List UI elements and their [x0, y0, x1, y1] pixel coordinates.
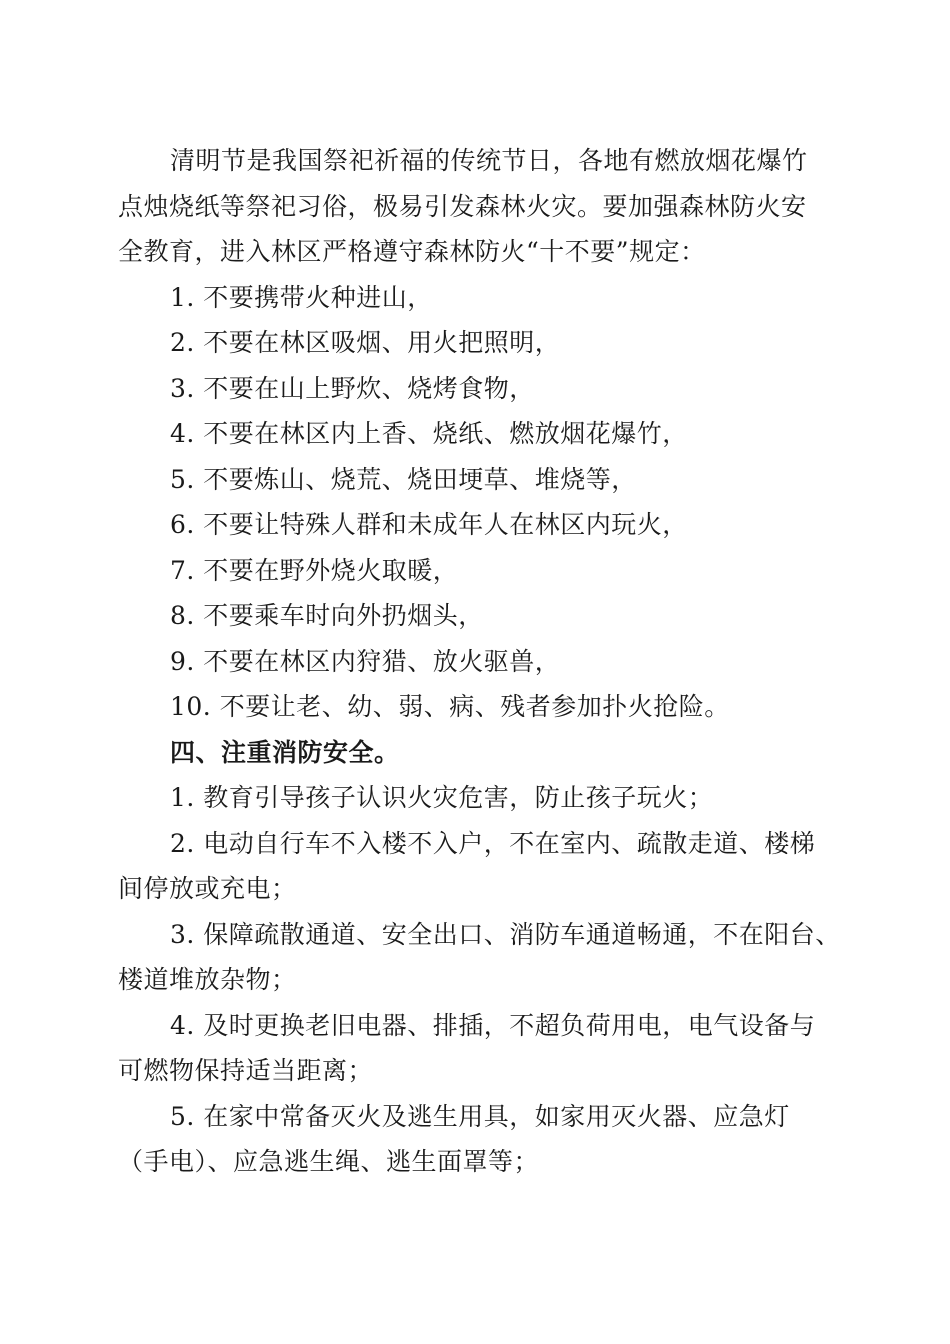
section-heading: 四、注重消防安全。	[170, 737, 400, 767]
fire-safety-item-continued: 楼道堆放杂物；	[118, 965, 297, 994]
forest-rule-item: 8. 不要乘车时向外扔烟头，	[170, 601, 484, 630]
fire-safety-item: 1. 教育引导孩子认识火灾危害，防止孩子玩火；	[170, 783, 714, 812]
forest-rule-item: 5. 不要炼山、烧荒、烧田埂草、堆烧等，	[170, 464, 637, 494]
fire-safety-item-continued: 间停放或充电；	[118, 874, 297, 903]
forest-rule-item: 4. 不要在林区内上香、烧纸、燃放烟花爆竹，	[170, 419, 688, 448]
fire-safety-item: 2. 电动自行车不入楼不入户，不在室内、疏散走道、楼梯	[170, 828, 816, 858]
forest-rule-item: 6. 不要让特殊人群和未成年人在林区内玩火，	[170, 510, 688, 539]
fire-safety-item: 5. 在家中常备灭火及逃生用具，如家用灭火器、应急灯	[170, 1101, 790, 1131]
forest-rule-item: 9. 不要在林区内狩猎、放火驱兽，	[170, 646, 561, 676]
forest-rule-item: 7. 不要在野外烧火取暖，	[170, 555, 459, 585]
forest-rule-item: 2. 不要在林区吸烟、用火把照明，	[170, 328, 561, 357]
forest-rule-item: 1. 不要携带火种进山，	[170, 282, 433, 312]
fire-safety-item: 3. 保障疏散通道、安全出口、消防车通道畅通，不在阳台、	[170, 919, 841, 949]
intro-paragraph	[118, 138, 838, 275]
forest-rule-item: 3. 不要在山上野炊、烧烤食物，	[170, 373, 535, 403]
document-body	[118, 138, 841, 1185]
fire-safety-item-continued: 可燃物保持适当距离；	[118, 1056, 374, 1085]
forest-rule-item: 10. 不要让老、幼、弱、病、残者参加扑火抢险。	[170, 692, 730, 721]
intro-line: 点烛烧纸等祭祀习俗，极易引发森林火灾。要加强森林防火安	[118, 191, 807, 221]
intro-line: 全教育，进入林区严格遵守森林防火“十不要”规定：	[118, 237, 706, 266]
fire-safety-list	[118, 775, 841, 1185]
intro-line: 清明节是我国祭祀祈福的传统节日，各地有燃放烟花爆竹	[170, 146, 808, 175]
forest-fire-rules-list	[118, 275, 838, 730]
fire-safety-item: 4. 及时更换老旧电器、排插，不超负荷用电，电气设备与	[170, 1010, 816, 1040]
fire-safety-item-continued: （手电）、应急逃生绳、逃生面罩等；	[118, 1147, 540, 1176]
